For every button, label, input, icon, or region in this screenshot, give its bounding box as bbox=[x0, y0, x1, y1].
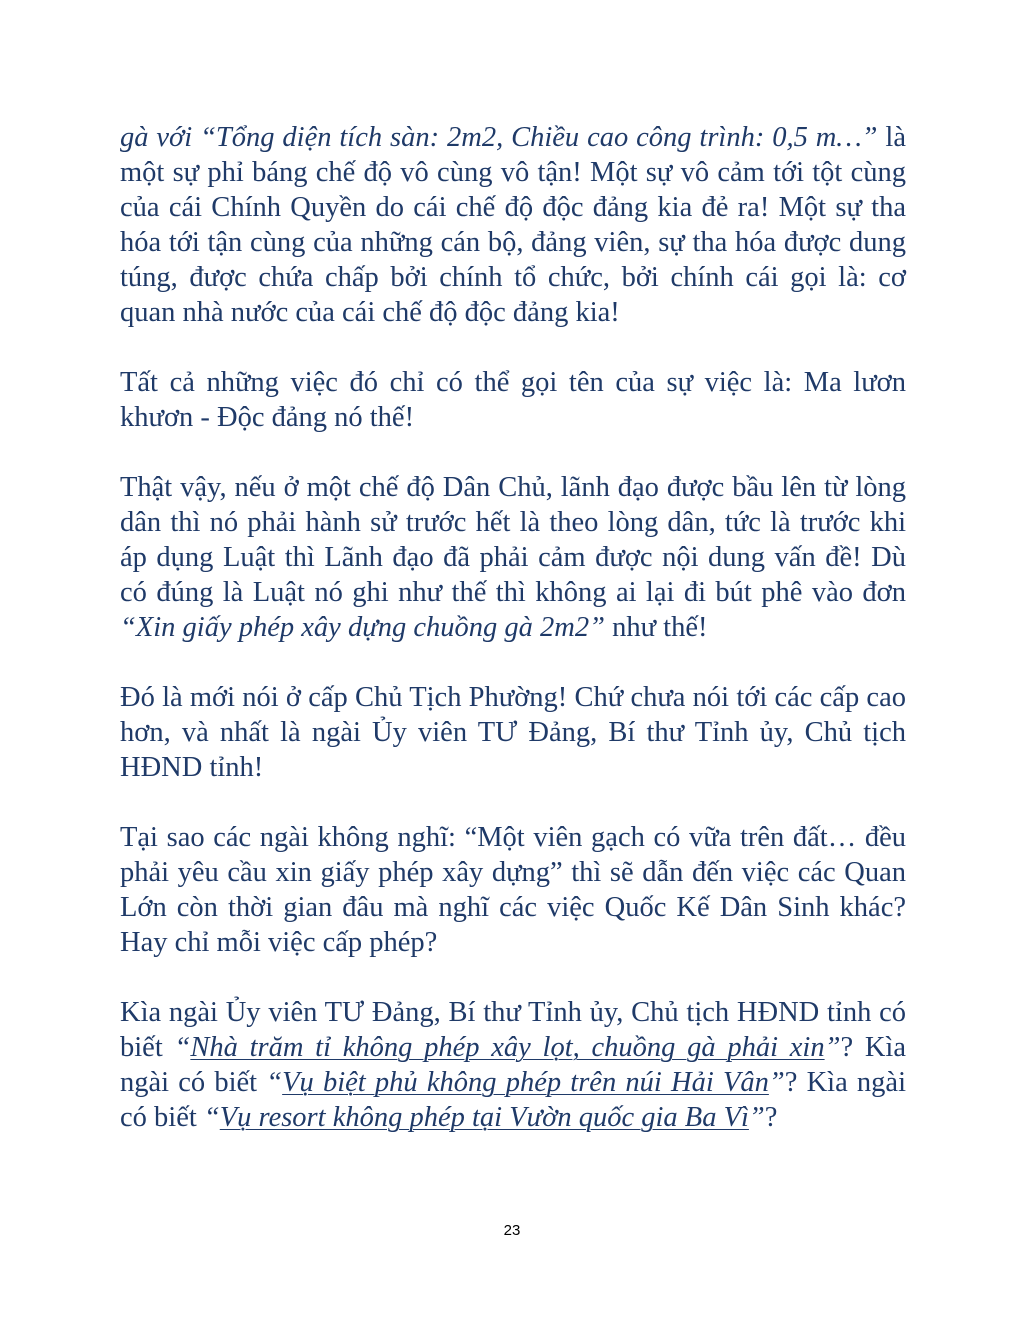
italic-quote: gà với “Tổng diện tích sàn: 2m2, Chiều cao công trình: 0,5 m…” bbox=[120, 122, 878, 153]
document-body bbox=[120, 120, 906, 1135]
quote-mark: “ bbox=[203, 1102, 220, 1133]
article-link-1[interactable]: Nhà trăm tỉ không phép xây lọt, chuồng gà phải xin bbox=[190, 1032, 825, 1063]
article-link-2[interactable]: Vụ biệt phủ không phép trên núi Hải Vân bbox=[282, 1067, 769, 1098]
italic-quote: “Xin giấy phép xây dựng chuồng gà 2m2” bbox=[120, 612, 605, 643]
paragraph-text: là một sự phỉ báng chế độ vô cùng vô tận! Một sự vô cảm tới tột cùng của cái Chính Quyền do cái chế độ độc đảng kia đẻ ra! Một sự tha hóa tới tận cùng của những cán bộ, đảng viên, sự tha hóa được dung túng, được chứa chấp bởi chính tổ chức, bởi chính cái gọi là: cơ quan nhà nước của cái chế độ độc đảng kia! bbox=[120, 122, 906, 328]
paragraph-2: Tất cả những việc đó chỉ có thể gọi tên của sự việc là: Ma lươn khươn - Độc đảng nó thế! bbox=[120, 367, 906, 433]
paragraph-4: Đó là mới nói ở cấp Chủ Tịch Phường! Chứ chưa nói tới các cấp cao hơn, và nhất là ngài Ủy viên TƯ Đảng, Bí thư Tỉnh ủy, Chủ tịch HĐND tỉnh! bbox=[120, 682, 906, 783]
paragraph-text: Thật vậy, nếu ở một chế độ Dân Chủ, lãnh đạo được bầu lên từ lòng dân thì nó phải hành sử trước hết là theo lòng dân, tức là trước khi áp dụng Luật thì Lãnh đạo đã phải cảm được nội dung vấn đề! Dù có đúng là Luật nó ghi như thế thì không ai lại đi bút phê vào đơn bbox=[120, 472, 906, 608]
paragraph-1 bbox=[120, 120, 906, 330]
page-number: 23 bbox=[503, 1222, 521, 1239]
quote-mark: ” bbox=[824, 1032, 841, 1063]
paragraph-text: như thế! bbox=[604, 612, 708, 643]
paragraph-6 bbox=[120, 995, 906, 1135]
paragraph-text: Kìa ngài Ủy viên TƯ Đảng, Bí thư Tỉnh ủy, Chủ tịch HĐND tỉnh có biết bbox=[120, 997, 906, 1063]
paragraph-text: ? bbox=[764, 1102, 778, 1133]
quote-mark: “ bbox=[174, 1032, 191, 1063]
paragraph-3 bbox=[120, 470, 906, 645]
paragraph-5: Tại sao các ngài không nghĩ: “Một viên gạch có vữa trên đất… đều phải yêu cầu xin giấy phép xây dựng” thì sẽ dẫn đến việc các Quan Lớn còn thời gian đâu mà nghĩ các việc Quốc Kế Dân Sinh khác? Hay chỉ mỗi việc cấp phép? bbox=[120, 822, 906, 958]
quote-mark: ” bbox=[768, 1067, 785, 1098]
quote-mark: ” bbox=[748, 1102, 765, 1133]
quote-mark: “ bbox=[266, 1067, 283, 1098]
paragraph-text: ? Kìa ngài có biết bbox=[120, 1032, 906, 1098]
paragraph-text: ? Kìa ngài có biết bbox=[120, 1067, 906, 1133]
article-link-3[interactable]: Vụ resort không phép tại Vườn quốc gia Ba Vì bbox=[219, 1102, 749, 1133]
